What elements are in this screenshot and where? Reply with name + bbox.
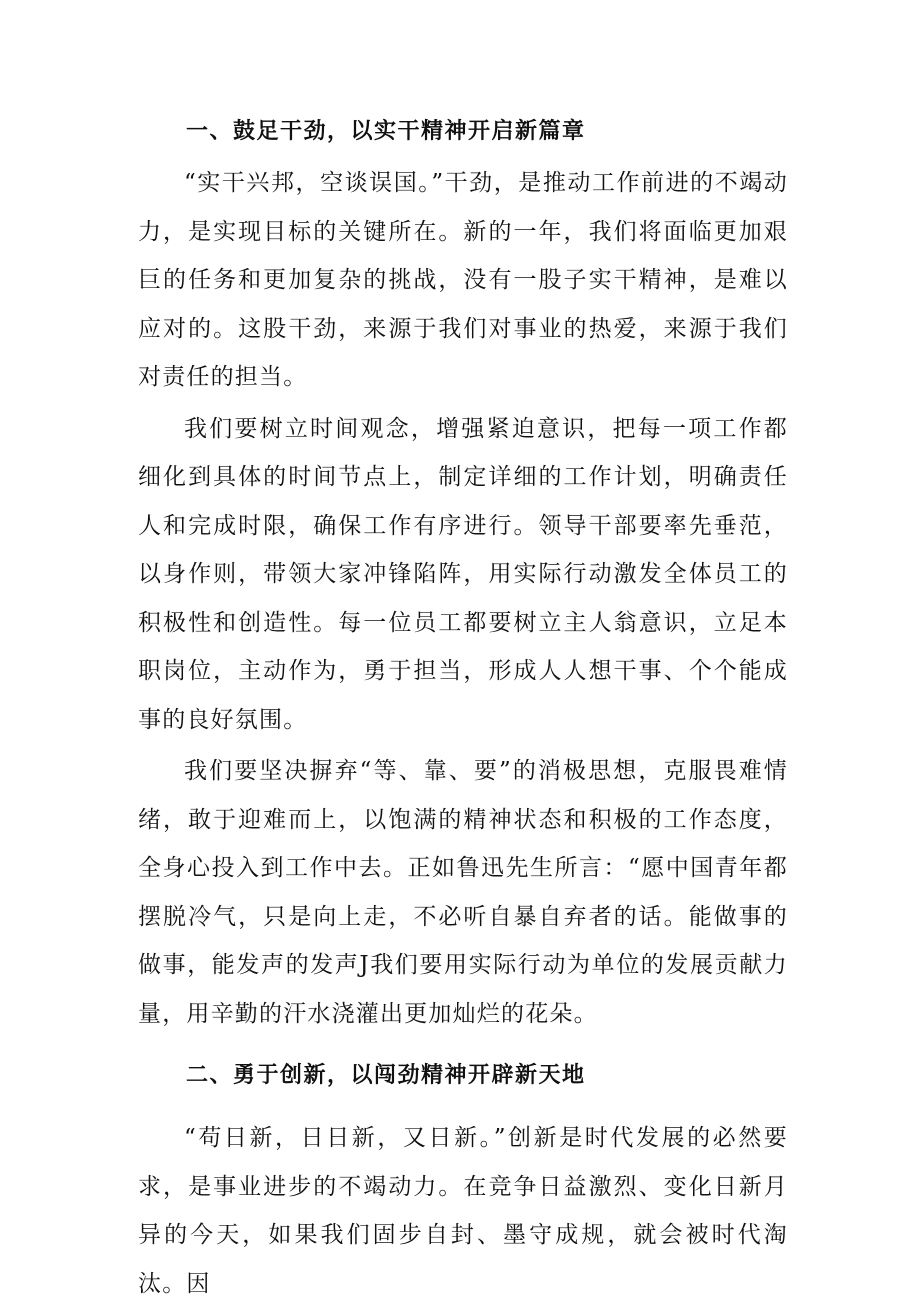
spacer <box>138 1100 788 1114</box>
section-heading-2: 二、勇于创新，以闯劲精神开辟新天地 <box>186 1063 586 1088</box>
paragraph: 我们要树立时间观念，增强紧迫意识，把每一项工作都细化到具体的时间节点上，制定详细的工作计划，明确责任人和完成时限，确保工作有序进行。领导干部要率先垂范，以身作则，带领大家冲锋陷阵，用实际行动激发全体员工的积极性和创造性。每一位员工都要树立主人翁意识，立足本职岗位，主动作为，勇于担当，形成人人想干事、个个能成事的良好氛围。 <box>138 415 788 733</box>
paragraph: “苟日新，日日新，又日新。”创新是时代发展的必然要求，是事业进步的不竭动力。在竞争日益激烈、变化日新月异的今天，如果我们固步自封、墨守成规，就会被时代淘汰。因 <box>138 1125 788 1297</box>
section-heading-1: 一、鼓足干劲，以实干精神开启新篇章 <box>186 119 586 144</box>
paragraph: “实干兴邦，空谈误国。”干劲，是推动工作前进的不竭动力，是实现目标的关键所在。新的一年，我们将面临更加艰巨的任务和更加复杂的挑战，没有一股子实干精神，是难以应对的。这股干劲，来源于我们对事业的热爱，来源于我们对责任的担当。 <box>138 170 788 390</box>
document-body <box>138 108 788 1308</box>
paragraph: 我们要坚决摒弃“等、靠、要”的消极思想，克服畏难情绪，敢于迎难而上，以饱满的精神状态和积极的工作态度，全身心投入到工作中去。正如鲁迅先生所言：“愿中国青年都摆脱冷气，只是向上走，不必听自暴自弃者的话。能做事的做事，能发声的发声J我们要用实际行动为单位的发展贡献力量，用辛勤的汗水浇灌出更加灿烂的花朵。 <box>138 758 788 1027</box>
spacer <box>138 1038 788 1052</box>
